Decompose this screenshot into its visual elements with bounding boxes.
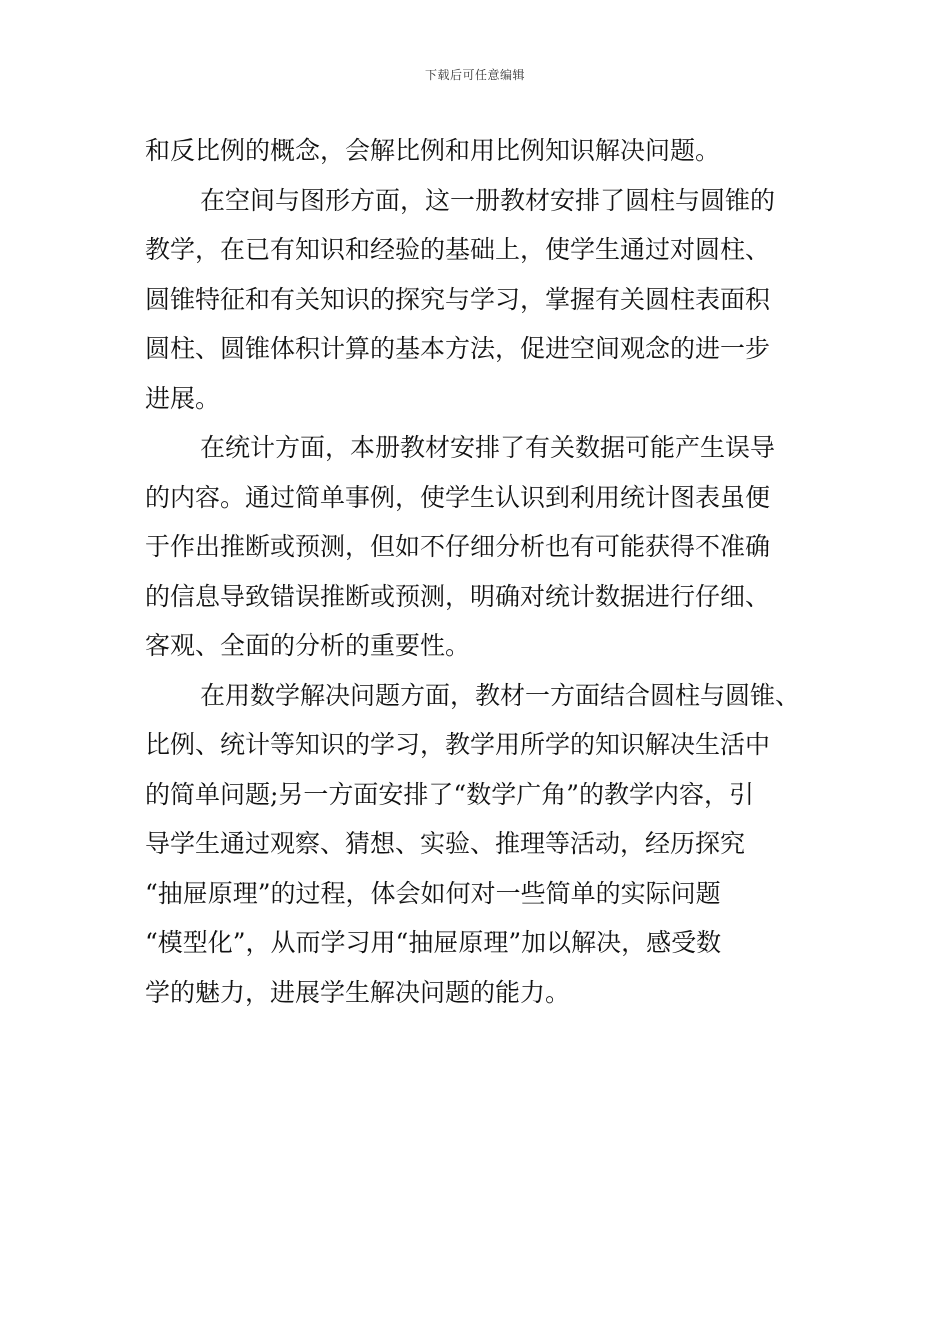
document-body <box>145 126 825 1017</box>
text-line: 圆柱、圆锥体积计算的基本方法，促进空间观念的进一步 <box>145 334 771 363</box>
text-line: 导学生通过观察、猜想、实验、推理等活动，经历探究 <box>145 829 746 858</box>
text-line: 教学，在已有知识和经验的基础上，使学生通过对圆柱、 <box>145 235 771 264</box>
text-line: 学的魅力，进展学生解决问题的能力。 <box>145 977 571 1007</box>
text-line: 的内容。通过简单事例，使学生认识到利用统计图表虽便 <box>145 482 771 512</box>
text-line: 和反比例的概念，会解比例和用比例知识解决问题。 <box>145 136 721 165</box>
text-line: 的简单问题;另一方面安排了“数学广角”的教学内容，引 <box>145 779 754 809</box>
text-line: “模型化”，从而学习用“抽屉原理”加以解决，感受数 <box>145 928 722 957</box>
text-line: “抽屉原理”的过程，体会如何对一些简单的实际问题 <box>145 878 721 908</box>
text-line: 于作出推断或预测，但如不仔细分析也有可能获得不准确 <box>145 532 771 561</box>
paragraph-start-line: 在空间与图形方面，这一册教材安排了圆柱与圆锥的 <box>200 185 776 215</box>
paragraph-start-line: 在用数学解决问题方面，教材一方面结合圆柱与圆锥、 <box>200 680 801 710</box>
text-line: 比例、统计等知识的学习，教学用所学的知识解决生活中 <box>145 730 771 759</box>
text-line: 圆锥特征和有关知识的探究与学习，掌握有关圆柱表面积 <box>145 284 771 314</box>
text-line: 的信息导致错误推断或预测，明确对统计数据进行仔细、 <box>145 581 771 611</box>
header-note: 下载后可任意编辑 <box>424 68 525 82</box>
text-line: 进展。 <box>145 383 221 413</box>
text-line: 客观、全面的分析的重要性。 <box>145 631 471 660</box>
paragraph-start-line: 在统计方面，本册教材安排了有关数据可能产生误导 <box>200 433 776 462</box>
